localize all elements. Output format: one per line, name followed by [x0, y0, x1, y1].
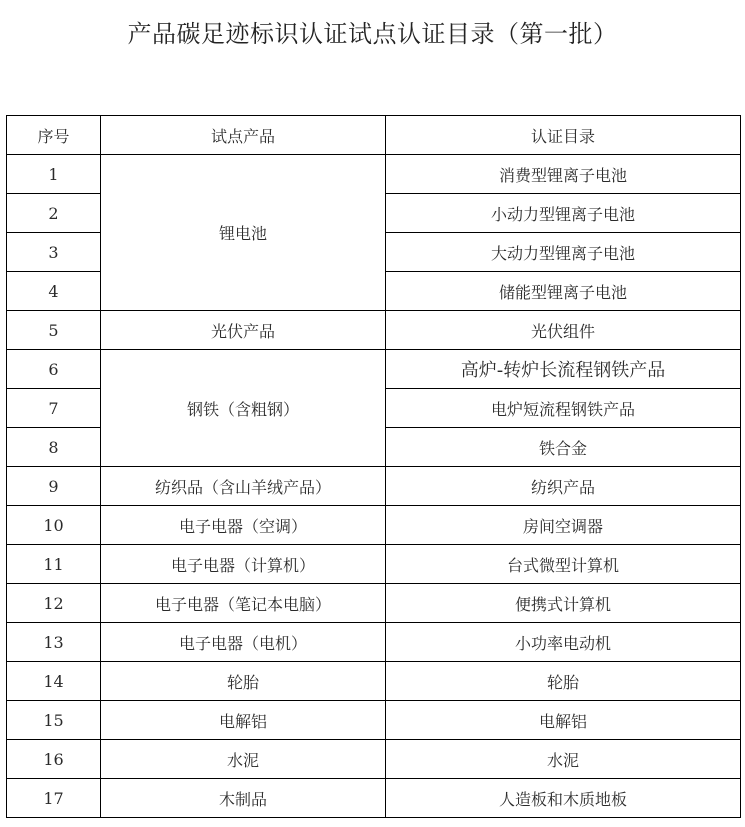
table-row — [7, 545, 741, 584]
pilot-product-cell: 电解铝 — [101, 701, 386, 740]
catalog-cell: 房间空调器 — [386, 506, 741, 545]
table-row — [7, 584, 741, 623]
pilot-product-cell: 电子电器（笔记本电脑） — [101, 584, 386, 623]
header-catalog: 认证目录 — [386, 116, 741, 155]
table-row — [7, 350, 741, 389]
row-index: 6 — [7, 350, 101, 389]
table-row — [7, 155, 741, 194]
header-index: 序号 — [7, 116, 101, 155]
catalog-cell: 轮胎 — [386, 662, 741, 701]
pilot-product-cell: 电子电器（计算机） — [101, 545, 386, 584]
table-row — [7, 311, 741, 350]
catalog-cell: 小功率电动机 — [386, 623, 741, 662]
catalog-cell: 储能型锂离子电池 — [386, 272, 741, 311]
pilot-product-cell: 水泥 — [101, 740, 386, 779]
certification-catalog-table — [6, 115, 741, 818]
pilot-product-cell: 电子电器（电机） — [101, 623, 386, 662]
row-index: 3 — [7, 233, 101, 272]
row-index: 9 — [7, 467, 101, 506]
catalog-cell: 水泥 — [386, 740, 741, 779]
catalog-cell: 小动力型锂离子电池 — [386, 194, 741, 233]
catalog-cell: 光伏组件 — [386, 311, 741, 350]
catalog-cell: 铁合金 — [386, 428, 741, 467]
catalog-cell: 高炉-转炉长流程钢铁产品 — [386, 350, 741, 389]
catalog-cell: 电炉短流程钢铁产品 — [386, 389, 741, 428]
pilot-product-cell: 轮胎 — [101, 662, 386, 701]
catalog-cell: 便携式计算机 — [386, 584, 741, 623]
catalog-cell: 人造板和木质地板 — [386, 779, 741, 818]
row-index: 2 — [7, 194, 101, 233]
catalog-cell: 电解铝 — [386, 701, 741, 740]
row-index: 14 — [7, 662, 101, 701]
row-index: 11 — [7, 545, 101, 584]
row-index: 8 — [7, 428, 101, 467]
table-header-row — [7, 116, 741, 155]
table-row — [7, 506, 741, 545]
pilot-product-cell: 纺织品（含山羊绒产品） — [101, 467, 386, 506]
row-index: 13 — [7, 623, 101, 662]
table-row — [7, 740, 741, 779]
pilot-product-cell: 钢铁（含粗钢） — [101, 350, 386, 467]
row-index: 7 — [7, 389, 101, 428]
table-row — [7, 467, 741, 506]
catalog-cell: 消费型锂离子电池 — [386, 155, 741, 194]
row-index: 5 — [7, 311, 101, 350]
row-index: 16 — [7, 740, 101, 779]
table-row — [7, 701, 741, 740]
header-product: 试点产品 — [101, 116, 386, 155]
row-index: 10 — [7, 506, 101, 545]
catalog-cell: 大动力型锂离子电池 — [386, 233, 741, 272]
row-index: 4 — [7, 272, 101, 311]
row-index: 17 — [7, 779, 101, 818]
row-index: 1 — [7, 155, 101, 194]
table-row — [7, 662, 741, 701]
pilot-product-cell: 锂电池 — [101, 155, 386, 311]
table-row — [7, 779, 741, 818]
catalog-cell: 台式微型计算机 — [386, 545, 741, 584]
catalog-cell: 纺织产品 — [386, 467, 741, 506]
table-row — [7, 623, 741, 662]
pilot-product-cell: 光伏产品 — [101, 311, 386, 350]
table-body — [7, 155, 741, 818]
pilot-product-cell: 木制品 — [101, 779, 386, 818]
document-title: 产品碳足迹标识认证试点认证目录（第一批） — [127, 20, 618, 48]
row-index: 15 — [7, 701, 101, 740]
row-index: 12 — [7, 584, 101, 623]
pilot-product-cell: 电子电器（空调） — [101, 506, 386, 545]
